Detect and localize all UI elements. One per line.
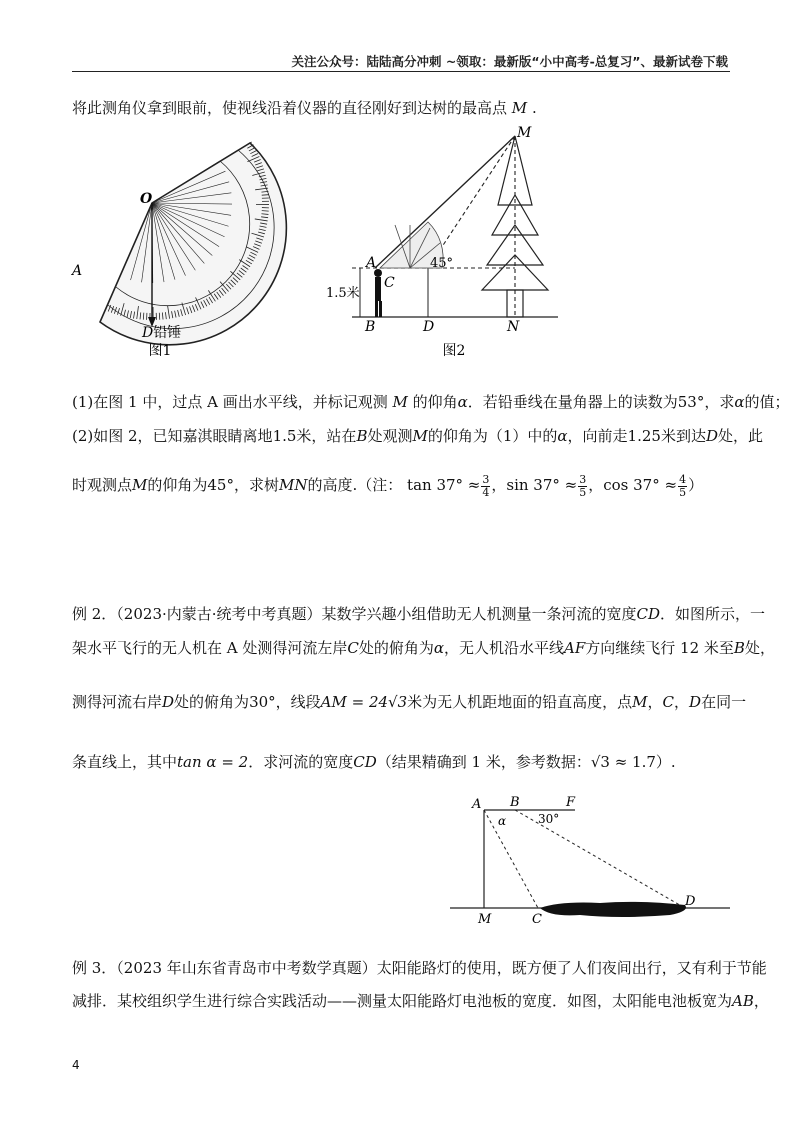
fig2-label-C: C bbox=[384, 275, 395, 291]
protractor-tick bbox=[143, 313, 144, 320]
figure-1-protractor bbox=[70, 125, 270, 359]
fig2-label-B: B bbox=[365, 319, 376, 335]
page-number: 4 bbox=[72, 1058, 80, 1072]
fig2-angle: 45° bbox=[430, 256, 454, 271]
example-2-line-3: 测得河流右岸D处的俯角为30°，线段AM = 24√3米为无人机距地面的铅直高度，点M，C，D在同一 bbox=[72, 693, 747, 711]
example-2-line-4: 条直线上，其中tan α = 2．求河流的宽度CD（结果精确到 1 米，参考数据：√3 ≈ 1.7）. bbox=[72, 753, 676, 771]
svg-text:D铅锤 bbox=[141, 325, 181, 341]
fig3-label-30: 30° bbox=[538, 812, 560, 826]
question-2-line-1: (2)如图 2，已知嘉淇眼睛离地1.5米，站在B处观测M的仰角为（1）中的α，向前走1.25米到达D处，此 bbox=[72, 427, 764, 445]
example-2-line-2: 架水平飞行的无人机在 A 处测得河流左岸C处的俯角为α，无人机沿水平线AF方向继续飞行 12 米至B处， bbox=[72, 639, 775, 657]
fig2-label-D: D bbox=[423, 319, 435, 335]
frac-cos: $\frac{4}{5}$ bbox=[679, 472, 687, 499]
page-header: 关注公众号：陆陆高分冲刺 ~领取：最新版“小中高考-总复习”、最新试卷下载 bbox=[291, 54, 728, 69]
fig1-caption: 图1 bbox=[148, 343, 172, 359]
fig2-label-A: A bbox=[366, 255, 377, 271]
figure-3-river bbox=[440, 795, 740, 930]
fig3-label-alpha: α bbox=[498, 814, 507, 828]
frac-sin: $\frac{3}{5}$ bbox=[579, 472, 587, 499]
river-shape bbox=[540, 902, 686, 917]
tree-drawing bbox=[482, 136, 548, 317]
fig2-label-M: M bbox=[517, 125, 532, 141]
fig3-label-C: C bbox=[532, 912, 542, 927]
example-2-line-1: 例 2．（2023·内蒙古·统考中考真题）某数学兴趣小组借助无人机测量一条河流的宽度CD．如图所示，一 bbox=[72, 605, 766, 623]
fig3-label-B: B bbox=[510, 795, 520, 810]
fig1-label-plumb: 铅锤 bbox=[153, 325, 182, 341]
frac-tan: $\frac{3}{4}$ bbox=[482, 472, 490, 499]
figure-2-tree bbox=[326, 125, 560, 360]
fig3-label-A: A bbox=[472, 797, 482, 812]
question-1: (1)在图 1 中，过点 A 画出水平线，并标记观测 M 的仰角α．若铅垂线在量角器上的读数为53°，求α的值； bbox=[72, 393, 790, 411]
fig3-label-F: F bbox=[566, 795, 576, 810]
fig3-label-D: D bbox=[685, 894, 696, 909]
fig2-height: 1.5米 bbox=[326, 286, 360, 301]
sight-line-AC bbox=[484, 810, 538, 908]
fig1-label-A: A bbox=[72, 263, 83, 279]
sight-line-A bbox=[375, 136, 515, 268]
fig1-label-O: O bbox=[140, 191, 153, 207]
protractor-body bbox=[100, 142, 286, 345]
fig3-label-M: M bbox=[478, 912, 492, 927]
fig1-label-D: D bbox=[142, 325, 154, 341]
question-2-line-2: 时观测点M的仰角为45°，求树MN的高度.（注： tan 37° ≈ $\frac{3}{4}$ ，sin 37° ≈ $\frac{3}{5}$ ，cos 37° ≈ $\frac{4}{5}$ ） bbox=[72, 472, 704, 499]
fig2-caption: 图2 bbox=[442, 343, 466, 359]
example-3-line-2: 减排．某校组织学生进行综合实践活动——测量太阳能路灯电池板的宽度．如图，太阳能电池板宽为AB， bbox=[72, 992, 769, 1010]
intro-text: 将此测角仪拿到眼前，使视线沿着仪器的直径刚好到达树的最高点 M . bbox=[72, 99, 537, 117]
example-3-line-1: 例 3．（2023 年山东省青岛市中考数学真题）太阳能路灯的使用，既方便了人们夜间出行，又有利于节能 bbox=[72, 959, 767, 977]
header-divider bbox=[72, 71, 730, 72]
person-figure bbox=[374, 269, 382, 317]
fig2-label-N: N bbox=[507, 319, 520, 335]
